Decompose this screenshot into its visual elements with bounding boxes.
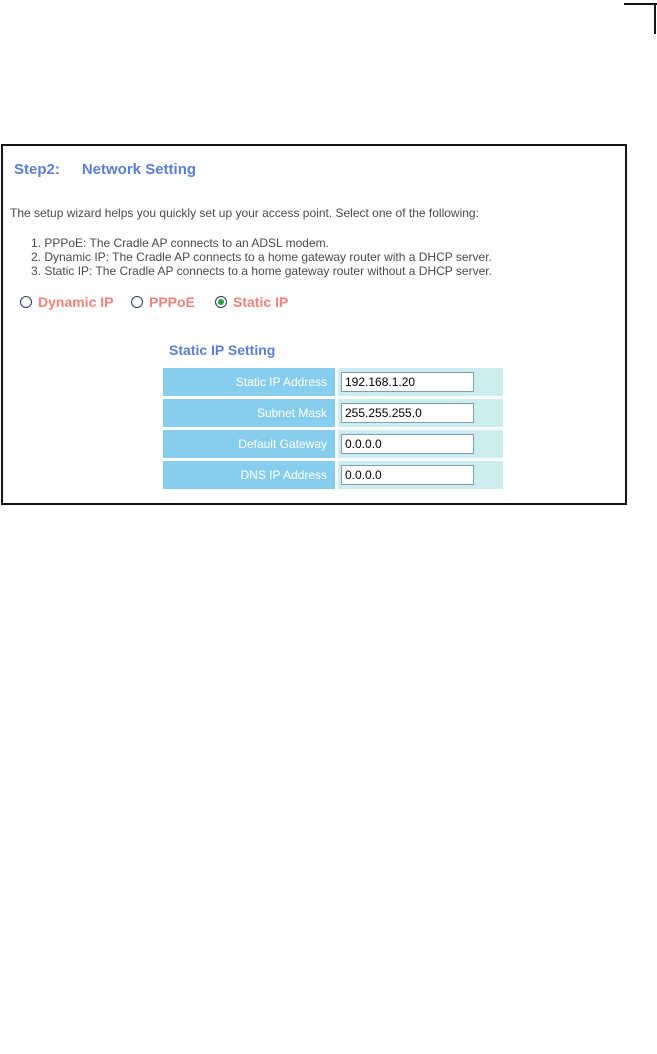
radio-pppoe-label[interactable]: PPPoE bbox=[149, 294, 195, 310]
static-ip-address-label: Static IP Address bbox=[163, 368, 335, 396]
radio-static-ip-label[interactable]: Static IP bbox=[233, 294, 289, 310]
option-item-static-ip: 3. Static IP: The Cradle AP connects to a home gateway router without a DHCP server. bbox=[31, 264, 492, 278]
page-corner-crop-mark-vertical bbox=[654, 3, 656, 34]
option-item-dynamic-ip: 2. Dynamic IP: The Cradle AP connects to a home gateway router with a DHCP server. bbox=[31, 250, 492, 264]
subnet-mask-input[interactable] bbox=[341, 403, 474, 423]
connection-mode-radio-group bbox=[20, 294, 440, 312]
radio-static-ip[interactable] bbox=[215, 294, 288, 310]
table-row bbox=[163, 399, 503, 427]
dns-ip-address-label: DNS IP Address bbox=[163, 461, 335, 489]
radio-button-icon[interactable] bbox=[131, 296, 143, 308]
dns-ip-address-cell bbox=[338, 461, 503, 489]
radio-button-selected-icon[interactable] bbox=[215, 296, 227, 308]
step-title-text: Network Setting bbox=[81, 161, 197, 178]
static-ip-address-input[interactable] bbox=[341, 372, 474, 392]
connection-options-list bbox=[31, 236, 591, 278]
radio-dynamic-ip[interactable] bbox=[20, 294, 113, 310]
default-gateway-cell bbox=[338, 430, 503, 458]
subnet-mask-label: Subnet Mask bbox=[163, 399, 335, 427]
wizard-panel bbox=[1, 144, 627, 505]
intro-text: The setup wizard helps you quickly set up your access point. Select one of the following: bbox=[10, 206, 479, 220]
option-item-pppoe: 1. PPPoE: The Cradle AP connects to an ADSL modem. bbox=[31, 236, 329, 250]
default-gateway-label: Default Gateway bbox=[163, 430, 335, 458]
page-title bbox=[14, 161, 196, 178]
radio-dynamic-ip-label[interactable]: Dynamic IP bbox=[38, 294, 114, 310]
default-gateway-input[interactable] bbox=[341, 434, 474, 454]
table-row bbox=[163, 430, 503, 458]
page-corner-crop-mark-horizontal bbox=[624, 3, 657, 5]
static-ip-section-title: Static IP Setting bbox=[169, 342, 276, 358]
static-ip-address-cell bbox=[338, 368, 503, 396]
dns-ip-address-input[interactable] bbox=[341, 465, 474, 485]
radio-button-icon[interactable] bbox=[20, 296, 32, 308]
table-row bbox=[163, 368, 503, 396]
subnet-mask-cell bbox=[338, 399, 503, 427]
static-ip-settings-table bbox=[163, 368, 503, 489]
radio-pppoe[interactable] bbox=[131, 294, 195, 310]
table-row bbox=[163, 461, 503, 489]
step-number-label: Step2: bbox=[14, 161, 60, 178]
